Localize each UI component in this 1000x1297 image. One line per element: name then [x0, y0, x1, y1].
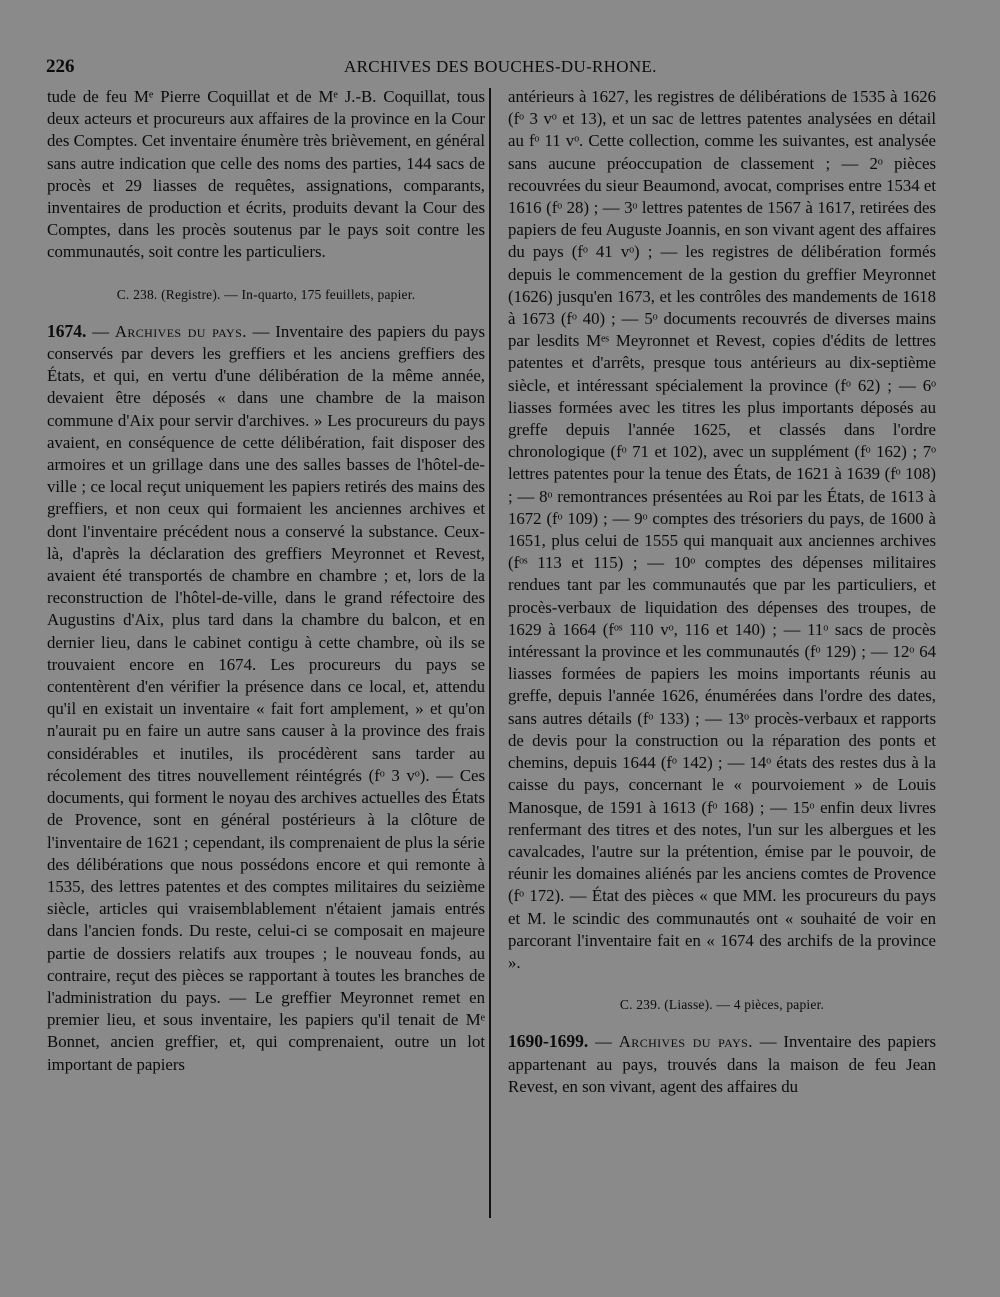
page-number: 226	[46, 56, 75, 77]
entry-dash: —	[86, 321, 115, 341]
entry-1674	[47, 320, 485, 1076]
page-header	[46, 56, 934, 82]
entry-text: — Inventaire des papiers du pays conservés par devers les greffiers et les anciens greffiers des États, et qui, en vertu d'une délibération de la même année, devaient être déposés « dans une chambre de la maison commune d'Aix pour servir d'archives. » Les procureurs du pays avaient, en conséquence de cette délibération, fait disposer des armoires et un grillage dans une des salles basses de l'hôtel-de-ville ; ce local reçut uniquement les papiers retirés des mains des greffiers, et non ceux qui formaient les anciennes archives et dont l'inventaire précédent nous a conservé la substance. Ceux-là, d'après la déclaration des greffiers Meyronnet et Revest, avaient été transportés de chambre en chambre ; et, lors de la reconstruction de l'hôtel-de-ville, dans le grand réfectoire des Augustins d'Aix, plus tard dans la chambre du balcon, et en dernier lieu, dans le cabinet contigu à cette chambre, où ils se trouvaient encore en 1674. Les procureurs du pays se contentèrent d'en vérifier la présence dans ce local, et, attendu qu'il en existait un inventaire « fait fort amplement, » et qu'on n'aurait pu en faire un autre sans causer à la province des frais considérables et inutiles, ils procédèrent sans tarder au récolement des titres nouvellement réintégrés (fᵒ 3 vᵒ). — Ces documents, qui forment le noyau des archives actuelles des États de Provence, sont en général postérieurs à la clôture de l'inventaire de 1621 ; cependant, ils comprenaient de plus la série des délibérations que nous possédons encore et qui remonte à 1535, des lettres patentes et des comptes militaires du seizième siècle, articles qui vraisemblablement n'étaient jamais entrés dans l'ancien fonds. Du reste, celui-ci se composait en majeure partie de dossiers relatifs aux troupes ; le nouveau fonds, au contraire, reçut des pièces se rapportant à toutes les branches de l'administration du pays. — Le greffier Meyronnet remet en premier lieu, et sous inventaire, les papiers qu'il tenait de Mᵉ Bonnet, ancien greffier, et, qui comprenaient, outre un lot important de papiers	[47, 321, 486, 1074]
continued-paragraph: antérieurs à 1627, les registres de délibérations de 1535 à 1626 (fᵒ 3 vᵒ et 13), et un sac de lettres patentes analysées en détail au fᵒ 11 vᵒ. Cette collection, comme les suivantes, est analysée sans aucune préoccupation de classement ; — 2ᵒ pièces recouvrées du sieur Beaumond, avocat, comprises entre 1534 et 1616 (fᵒ 28) ; — 3ᵒ lettres patentes de 1567 à 1617, retirées des papiers de feu Auguste Joannis, en son vivant agent des affaires du pays (fᵒ 41 vᵒ) ; — les registres de délibération formés depuis le commencement de la gestion du greffier Meyronnet (1626) jusqu'en 1673, et les contrôles des mandements de 1618 à 1673 (fᵒ 40) ; — 5ᵒ documents recouvrés de diverses mains par lesdits Mᵉˢ Meyronnet et Revest, copies d'édits de lettres patentes et d'arrêts, presque tous antérieurs au dix-septième siècle, et intéressant spécialement la province (fᵒ 62) ; — 6ᵒ liasses formées avec les titres les plus importants déposés au greffe depuis l'année 1625, et classés dans l'ordre chronologique (fᵒ 71 et 102), avec un supplément (fᵒ 162) ; 7ᵒ lettres patentes pour la tenue des États, de 1621 à 1639 (fᵒ 108) ; — 8ᵒ remontrances présentées au Roi par les États, de 1613 à 1672 (fᵒ 109) ; — 9ᵒ comptes des trésoriers du pays, de 1600 à 1651, plus celui de 1555 qui manquait aux anciennes archives (fᵒˢ 113 et 115) ; — 10ᵒ comptes des dépenses militaires rendues tant par les communautés que par les particuliers, et procès-verbaux de liquidation des dépenses des troupes, de 1629 à 1664 (fᵒˢ 110 vᵒ, 116 et 140) ; — 11ᵒ sacs de procès intéressant la province et les communautés (fᵒ 129) ; — 12ᵒ 64 liasses formées de papiers les moins importants réunis au greffe, depuis l'année 1626, énumérées dans l'ordre des dates, sans autres détails (fᵒ 133) ; — 13ᵒ procès-verbaux et rapports de devis pour la construction ou la réparation des ponts et chemins, depuis 1644 (fᵒ 142) ; — 14ᵒ états des restes dus à la caisse du pays, concernant le « pourvoiement » de Louis Manosque, de 1591 à 1613 (fᵒ 168) ; — 15ᵒ enfin deux livres renfermant des titres et des notes, l'un sur les albergues et les cavalcades, l'autre sur la prétention, émise par le pouvoir, de réunir les domaines aliénés par les anciens comtes de Provence (fᵒ 172). — État des pièces « que MM. les procureurs du pays et M. le scindic des communautés ont « souhaité de voir en parcorant l'inventaire fait en « 1674 des archifs de la province ».	[508, 87, 936, 972]
entry-heading: Archives du pays.	[618, 1032, 753, 1052]
column-divider	[489, 88, 491, 1218]
entry-dash: —	[588, 1032, 619, 1052]
right-column	[508, 86, 936, 1098]
left-column	[47, 86, 485, 1076]
archive-caption-c238: C. 238. (Registre). — In-quarto, 175 feuillets, papier.	[116, 286, 416, 302]
archive-caption-c239: C. 239. (Liasse). — 4 pièces, papier.	[619, 997, 825, 1013]
running-title: ARCHIVES DES BOUCHES-DU-RHONE.	[344, 57, 657, 76]
entry-1690-1699	[508, 1030, 936, 1098]
entry-heading: Archives du pays.	[114, 321, 247, 341]
continued-paragraph: tude de feu Mᵉ Pierre Coquillat et de Mᵉ J.-B. Coquillat, tous deux acteurs et procureurs aux affaires de la province en la Cour des Comptes. Cet inventaire énumère très brièvement, en général sans autre indication que celle des noms des parties, 144 sacs de procès et 29 liasses de requêtes, assignations, comparants, inventaires de production et écrits, produits devant la Cour des Comptes, dans les procès soutenus par le pays soit contre les communautés, soit contre les particuliers.	[47, 87, 485, 262]
entry-date: 1674.	[47, 320, 87, 341]
entry-date: 1690-1699.	[508, 1031, 589, 1052]
entry-text: — Inventaire des papiers appartenant au pays, trouvés dans la maison de feu Jean Revest, en son vivant, agent des affaires du	[508, 1032, 936, 1096]
